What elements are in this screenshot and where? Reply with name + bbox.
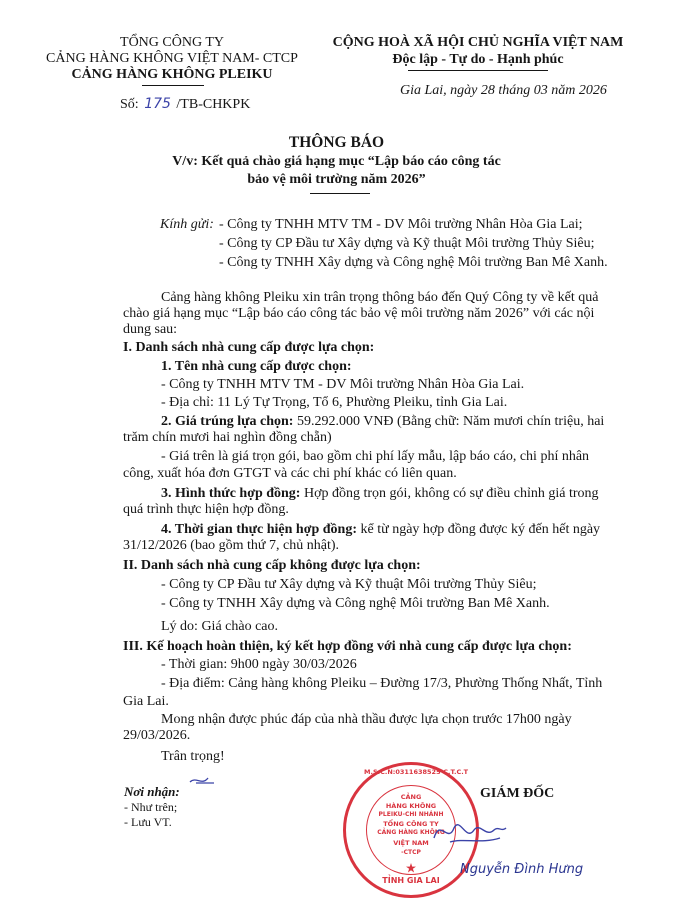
motto-underline xyxy=(408,70,548,71)
section-1-4-label: 4. Thời gian thực hiện hợp đồng: xyxy=(161,522,357,537)
recipient-item: - Công ty TNHH MTV TM - DV Môi trường Nhân Hòa Gia Lai; xyxy=(219,217,583,232)
section-1-2-label: 2. Giá trúng lựa chọn: xyxy=(161,414,294,429)
org-name xyxy=(40,67,304,83)
section-1-1-heading: 1. Tên nhà cung cấp được chọn: xyxy=(161,359,352,374)
section-1-4-line2: 31/12/2026 (bao gồm thứ 7, chủ nhật). xyxy=(123,538,340,553)
subject-underline xyxy=(310,193,370,194)
section-1-1-company: - Công ty TNHH MTV TM - DV Môi trường Nhân Hòa Gia Lai. xyxy=(161,377,525,392)
section-1-4-duration xyxy=(161,522,600,538)
org-name-text: CẢNG HÀNG KHÔNG PLEIKU xyxy=(71,67,273,82)
stamp-center-line: -CTCP xyxy=(401,849,421,856)
section-2-item: - Công ty TNHH Xây dựng và Công nghệ Môi trường Ban Mê Xanh. xyxy=(161,596,550,611)
signer-name: Nguyễn Đình Hưng xyxy=(460,862,584,877)
doc-number-handwritten: 175 xyxy=(144,96,171,112)
doc-heading: THÔNG BÁO xyxy=(288,134,385,151)
doc-date: Gia Lai, ngày 28 tháng 03 năm 2026 xyxy=(400,83,607,98)
intro-line: dung sau: xyxy=(123,322,178,337)
initial-mark xyxy=(188,774,218,788)
recipient-item: - Công ty CP Đầu tư Xây dựng và Kỹ thuật Môi trường Thủy Siêu; xyxy=(219,236,595,251)
section-3-time: - Thời gian: 9h00 ngày 30/03/2026 xyxy=(161,657,357,672)
section-1-2-note: - Giá trên là giá trọn gói, bao gồm chi phí lấy mẫu, lập báo cáo, chi phí nhân xyxy=(161,449,590,464)
doc-number-label: Số: xyxy=(120,97,139,112)
stamp-center-line: VIỆT NAM xyxy=(393,839,429,847)
stamp-center-line: TỔNG CÔNG TY xyxy=(383,820,439,828)
stamp-ring-text: M.S.C.N:0311638525-C.T.C.T xyxy=(364,768,469,776)
closing-line: 29/03/2026. xyxy=(123,728,191,743)
signature xyxy=(430,812,510,852)
section-2-reason: Lý do: Giá chào cao. xyxy=(161,619,279,634)
section-3-heading: III. Kế hoạch hoàn thiện, ký kết hợp đồng với nhà cung cấp được lựa chọn: xyxy=(123,639,572,654)
section-1-heading: I. Danh sách nhà cung cấp được lựa chọn: xyxy=(123,340,375,355)
section-1-3-contract-type xyxy=(161,486,599,502)
section-1-3-line2: quá trình thực hiện hợp đồng. xyxy=(123,502,289,517)
stamp-bottom-text: TỈNH GIA LAI xyxy=(382,876,440,885)
doc-subject-line2: bảo vệ môi trường năm 2026” xyxy=(247,172,426,187)
section-1-1-address: - Địa chỉ: 11 Lý Tự Trọng, Tổ 6, Phường Pleiku, tỉnh Gia Lai. xyxy=(161,395,508,410)
national-title: CỘNG HOÀ XÃ HỘI CHỦ NGHĨA VIỆT NAM xyxy=(332,35,624,50)
regards: Trân trọng! xyxy=(161,749,225,764)
recipients-footer-label: Nơi nhận: xyxy=(124,784,180,799)
intro-line: Cảng hàng không Pleiku xin trân trọng thông báo đến Quý Công ty về kết quả xyxy=(161,290,599,305)
recipient-item: - Công ty TNHH Xây dựng và Công nghệ Môi trường Ban Mê Xanh. xyxy=(219,255,608,270)
stamp-center-line: PLEIKU-CHI NHÁNH xyxy=(378,811,444,818)
section-3-place-line2: Gia Lai. xyxy=(123,694,169,709)
org-parent: TỔNG CÔNG TY xyxy=(120,35,224,50)
section-2-item: - Công ty CP Đầu tư Xây dựng và Kỹ thuật Môi trường Thủy Siêu; xyxy=(161,577,537,592)
org-corporation: CẢNG HÀNG KHÔNG VIỆT NAM- CTCP xyxy=(46,51,298,66)
section-1-3-label: 3. Hình thức hợp đồng: xyxy=(161,486,301,501)
section-1-2-note: công, xuất hóa đơn GTGT và các chi phí khác có liên quan. xyxy=(123,466,457,481)
national-motto: Độc lập - Tự do - Hạnh phúc xyxy=(392,52,564,67)
doc-number xyxy=(120,96,250,113)
section-1-3-text: Hợp đồng trọn gói, không có sự điều chỉnh giá trong xyxy=(300,486,599,501)
recipients-footer-item: - Như trên; xyxy=(124,800,178,814)
section-3-place: - Địa điểm: Cảng hàng không Pleiku – Đường 17/3, Phường Thống Nhất, Tỉnh xyxy=(161,676,603,691)
recipients-footer-item: - Lưu VT. xyxy=(124,815,172,829)
section-2-heading: II. Danh sách nhà cung cấp không được lựa chọn: xyxy=(123,558,421,573)
doc-subject-line1: V/v: Kết quả chào giá hạng mục “Lập báo cáo công tác xyxy=(172,154,501,169)
section-1-4-text: kể từ ngày hợp đồng được ký đến hết ngày xyxy=(357,522,601,537)
org-underline xyxy=(142,85,204,86)
section-1-2-line2: trăm chín mươi hai nghìn đồng chẵn) xyxy=(123,430,332,445)
intro-line: chào giá hạng mục “Lập báo cáo công tác bảo vệ môi trường năm 2026” với các nội xyxy=(123,306,595,321)
stamp-center-line: HÀNG KHÔNG xyxy=(385,802,437,810)
recipients-label: Kính gửi: xyxy=(160,217,214,232)
doc-number-suffix: /TB-CHKPK xyxy=(176,97,251,112)
signer-title: GIÁM ĐỐC xyxy=(480,786,555,801)
stamp-star xyxy=(406,863,416,873)
closing-line: Mong nhận được phúc đáp của nhà thầu được lựa chọn trước 17h00 ngày xyxy=(161,712,572,727)
stamp-center-line: CẢNG HÀNG KHÔNG xyxy=(377,829,445,836)
section-1-2-price xyxy=(161,414,604,430)
section-1-2-text: 59.292.000 VNĐ (Bằng chữ: Năm mươi chín triệu, hai xyxy=(293,414,605,429)
stamp-center-line: CẢNG xyxy=(400,793,422,801)
